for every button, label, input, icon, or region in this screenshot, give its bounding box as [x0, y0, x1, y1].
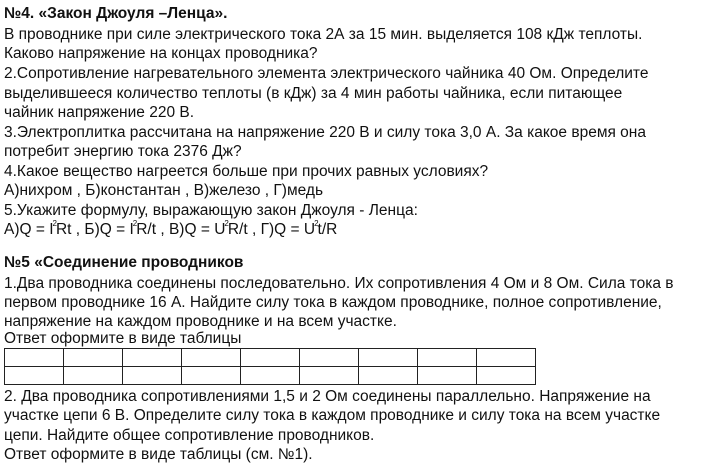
table-cell — [359, 349, 418, 367]
s5-task1-line3: напряжение на каждом проводнике и на всем участке. — [4, 313, 397, 330]
s5-task2-line1: 2. Два проводника сопротивлениями 1,5 и 2 Ом соединены параллельно. Напряжение на — [4, 388, 651, 405]
table-cell — [182, 349, 241, 367]
formula-d-pre: Г)Q = U — [260, 221, 316, 238]
table-cell — [5, 367, 64, 385]
table-cell — [182, 367, 241, 385]
formula-a-exp: 2 — [52, 219, 57, 228]
table-row — [5, 349, 536, 367]
table-cell — [300, 367, 359, 385]
formula-d-post: t/R — [317, 221, 338, 238]
table-cell — [300, 349, 359, 367]
s4-task5-formulas — [4, 220, 337, 242]
formula-b-pre: Б)Q = I — [84, 221, 134, 238]
formula-c-exp: 2 — [224, 219, 229, 228]
formula-b-exp: 2 — [132, 219, 138, 228]
s4-task2-line1: 2.Сопротивление нагревательного элемента электрического чайника 40 Ом. Определите — [4, 65, 649, 82]
table-row — [5, 367, 536, 385]
s4-task4-question: 4.Какое вещество нагреется больше при прочих равных условиях? — [4, 163, 489, 180]
section4-title: №4. «Закон Джоуля –Ленца». — [4, 5, 228, 22]
s4-task1-line2: Каково напряжение на концах проводника? — [4, 45, 318, 62]
s4-task5-question: 5.Укажите формулу, выражающую закон Джоуля - Ленца: — [4, 202, 418, 219]
table-cell — [123, 349, 182, 367]
s4-task3-line1: 3.Электроплитка рассчитана на напряжение 220 В и силу тока 3,0 А. За какое время она — [4, 124, 646, 141]
formula-a-post: Rt , — [55, 221, 85, 238]
s5-answer-note: Ответ оформите в виде таблицы — [4, 330, 242, 347]
table-cell — [359, 367, 418, 385]
s4-task4-options: А)нихром , Б)константан , В)железо , Г)медь — [4, 182, 324, 199]
s4-task2-line2: выделившееся количество теплоты (в кДж) за 4 мин работы чайника, если питающее — [4, 85, 623, 102]
s4-task1-line1: В проводнике при силе электрического тока 2А за 15 мин. выделяется 108 кДж теплоты. — [4, 26, 643, 43]
table-cell — [64, 349, 123, 367]
formula-a-pre: А)Q = I — [4, 221, 54, 238]
table-cell — [241, 349, 300, 367]
formula-c-post: R/t , — [227, 221, 261, 238]
table-cell — [241, 367, 300, 385]
formula-d-exp: 2 — [314, 219, 319, 228]
table-cell — [418, 367, 477, 385]
answer-table — [4, 348, 536, 385]
s4-task3-line2: потребит энергию тока 2376 Дж? — [4, 143, 242, 160]
s5-task2-line4: Ответ оформите в виде таблицы (см. №1). — [4, 446, 313, 463]
table-cell — [64, 367, 123, 385]
s5-task1-line2: первом проводнике 16 А. Найдите силу тока в каждом проводнике, полное сопротивление, — [4, 294, 662, 311]
s4-task2-line3: чайник напряжение 220 В. — [4, 104, 195, 121]
table-cell — [477, 349, 536, 367]
s5-task2-line2: участке цепи 6 В. Определите силу тока в каждом проводнике и силу тока на всем участке — [4, 407, 661, 424]
table-cell — [477, 367, 536, 385]
section5-title: №5 «Соединение проводников — [4, 254, 244, 271]
table-cell — [123, 367, 182, 385]
formula-b-post: R/t , — [136, 221, 169, 238]
table-cell — [418, 349, 477, 367]
formula-c-pre: В)Q = U — [168, 221, 226, 238]
table-cell — [5, 349, 64, 367]
s5-task2-line3: цепи. Найдите общее сопротивление проводников. — [4, 427, 375, 444]
s5-task1-line1: 1.Два проводника соединены последовательно. Их сопротивления 4 Ом и 8 Ом. Сила тока в — [4, 275, 674, 292]
